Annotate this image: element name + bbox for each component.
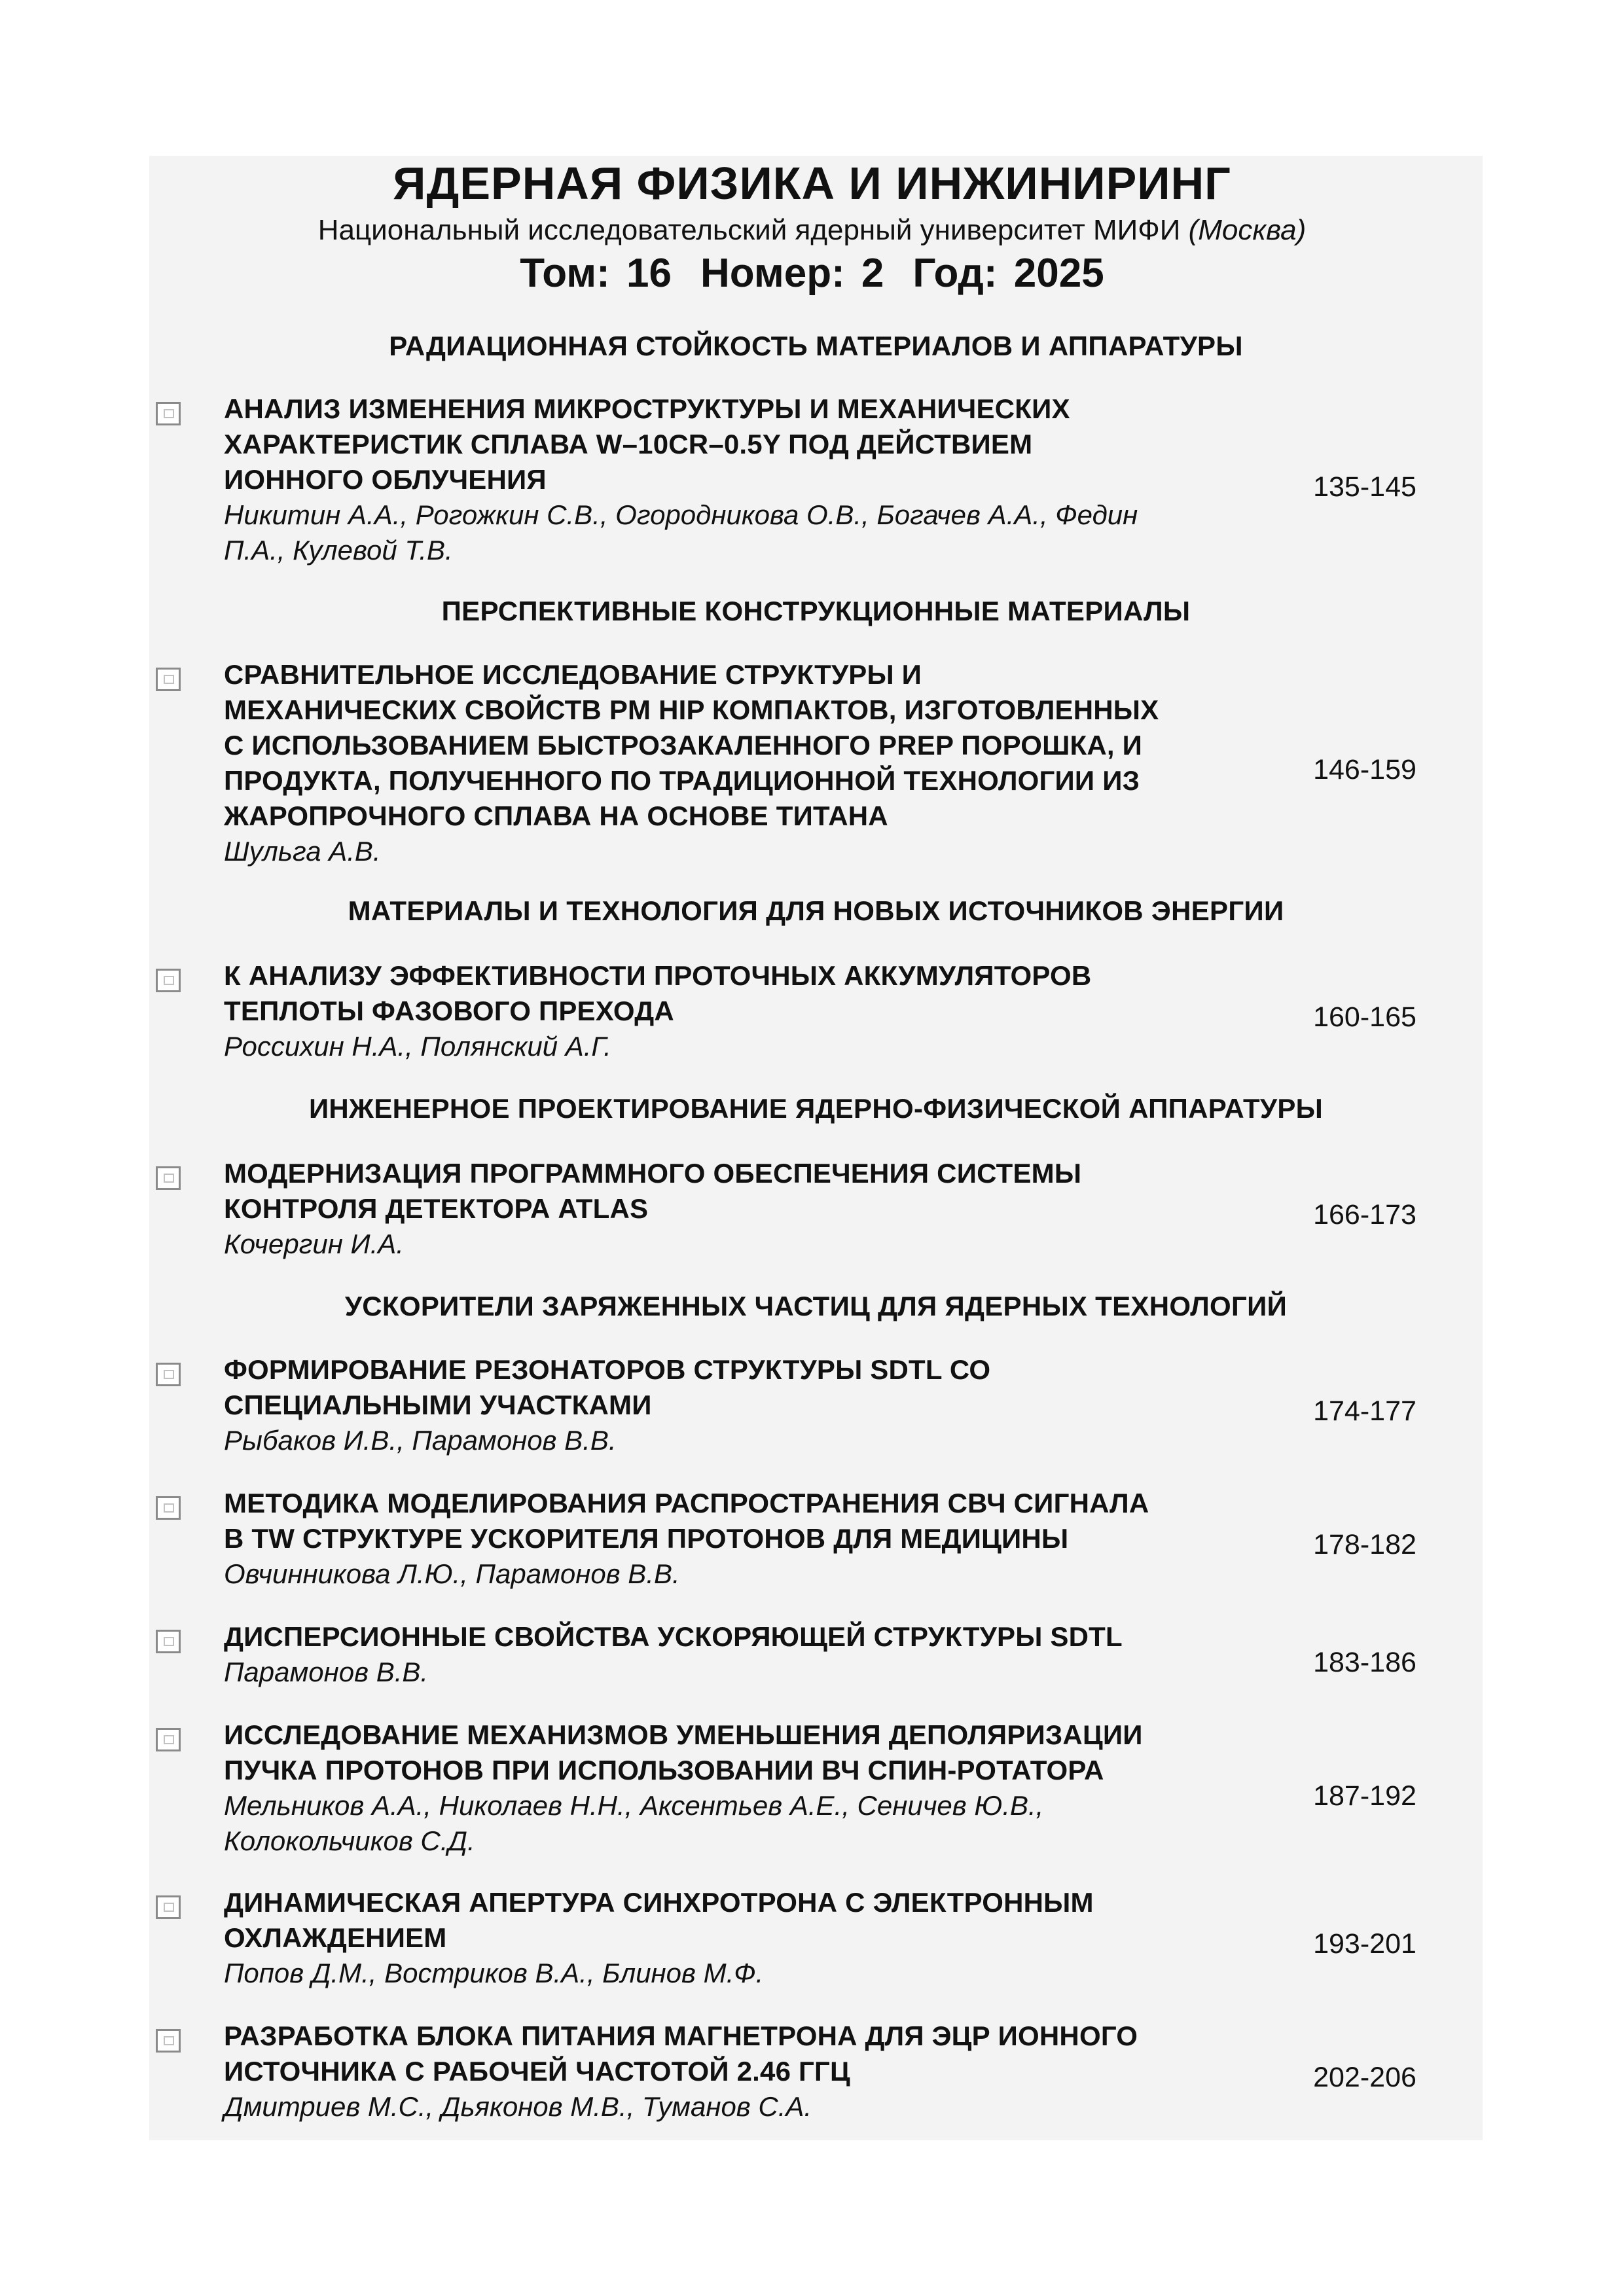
article-pages: 166-173	[1313, 1199, 1416, 1230]
article-title[interactable]	[224, 1352, 1297, 1423]
article-title-line: ХАРАКТЕРИСТИК СПЛАВА W–10CR–0.5Y ПОД ДЕЙСТВИЕМ	[224, 429, 1033, 459]
publisher-name: Национальный исследовательский ядерный университет МИФИ	[317, 214, 1181, 246]
article-authors	[224, 1956, 1297, 1991]
authors-line: Дмитриев М.С., Дьяконов М.В., Туманов С.А.	[224, 2091, 812, 2122]
article-title-line: ПРОДУКТА, ПОЛУЧЕННОГО ПО ТРАДИЦИОННОЙ ТЕХНОЛОГИИ ИЗ	[224, 765, 1140, 796]
article-pages: 187-192	[1313, 1780, 1416, 1812]
article-title-line: СПЕЦИАЛЬНЫМИ УЧАСТКАМИ	[224, 1390, 652, 1420]
authors-line: Колокольчиков С.Д.	[224, 1825, 475, 1856]
article-checkbox[interactable]	[156, 1728, 181, 1751]
authors-line: Овчинникова Л.Ю., Парамонов В.В.	[224, 1558, 680, 1589]
authors-line: Россихин Н.А., Полянский А.Г.	[224, 1031, 611, 1062]
authors-line: Никитин А.А., Рогожкин С.В., Огородникова О.В., Богачев А.А., Федин	[224, 499, 1138, 530]
article-pages: 193-201	[1313, 1928, 1416, 1960]
article-checkbox[interactable]	[156, 668, 181, 691]
journal-title: ЯДЕРНАЯ ФИЗИКА И ИНЖИНИРИНГ	[393, 158, 1231, 209]
article-title[interactable]	[224, 2018, 1297, 2089]
article-title-line: ДИСПЕРСИОННЫЕ СВОЙСТВА УСКОРЯЮЩЕЙ СТРУКТУРЫ SDTL	[224, 1621, 1123, 1652]
article-checkbox[interactable]	[156, 1496, 181, 1520]
article-authors	[224, 2089, 1297, 2125]
article-title-line: МЕХАНИЧЕСКИХ СВОЙСТВ PM HIP КОМПАКТОВ, ИЗГОТОВЛЕННЫХ	[224, 694, 1159, 725]
article-checkbox[interactable]	[156, 1166, 181, 1190]
article-pages: 178-182	[1313, 1529, 1416, 1560]
article-title[interactable]	[224, 1619, 1297, 1655]
section-heading: ПЕРСПЕКТИВНЫЕ КОНСТРУКЦИОННЫЕ МАТЕРИАЛЫ	[441, 596, 1191, 626]
article-checkbox[interactable]	[156, 1895, 181, 1919]
article-title[interactable]	[224, 958, 1297, 1029]
article-title-line: КОНТРОЛЯ ДЕТЕКТОРА ATLAS	[224, 1193, 649, 1224]
article-title-line: ЖАРОПРОЧНОГО СПЛАВА НА ОСНОВЕ ТИТАНА	[224, 800, 888, 831]
article-title[interactable]	[224, 657, 1297, 834]
article-title-line: АНАЛИЗ ИЗМЕНЕНИЯ МИКРОСТРУКТУРЫ И МЕХАНИЧЕСКИХ	[224, 393, 1070, 424]
section-heading: ИНЖЕНЕРНОЕ ПРОЕКТИРОВАНИЕ ЯДЕРНО-ФИЗИЧЕСКОЙ АППАРАТУРЫ	[308, 1093, 1324, 1124]
article-title-line: В TW СТРУКТУРЕ УСКОРИТЕЛЯ ПРОТОНОВ ДЛЯ МЕДИЦИНЫ	[224, 1523, 1069, 1554]
article-authors	[224, 1788, 1297, 1859]
article-title-line: К АНАЛИЗУ ЭФФЕКТИВНОСТИ ПРОТОЧНЫХ АККУМУЛЯТОРОВ	[224, 960, 1092, 991]
article-title-line: МОДЕРНИЗАЦИЯ ПРОГРАММНОГО ОБЕСПЕЧЕНИЯ СИСТЕМЫ	[224, 1158, 1082, 1189]
article-title-line: ИСТОЧНИКА С РАБОЧЕЙ ЧАСТОТОЙ 2.46 ГГЦ	[224, 2056, 850, 2087]
article-title[interactable]	[224, 1885, 1297, 1956]
article-pages: 174-177	[1313, 1395, 1416, 1427]
section-heading: МАТЕРИАЛЫ И ТЕХНОЛОГИЯ ДЛЯ НОВЫХ ИСТОЧНИКОВ ЭНЕРГИИ	[348, 895, 1284, 926]
issue-number: Номер: 2	[700, 251, 884, 296]
article-pages: 183-186	[1313, 1647, 1416, 1678]
article-title-line: РАЗРАБОТКА БЛОКА ПИТАНИЯ МАГНЕТРОНА ДЛЯ ЭЦР ИОННОГО	[224, 2020, 1138, 2051]
article-pages: 146-159	[1313, 754, 1416, 785]
article-checkbox[interactable]	[156, 402, 181, 425]
article-authors	[224, 1423, 1297, 1458]
volume: Том: 16	[520, 251, 672, 296]
authors-line: Попов Д.М., Востриков В.А., Блинов М.Ф.	[224, 1958, 764, 1988]
section-heading: УСКОРИТЕЛИ ЗАРЯЖЕННЫХ ЧАСТИЦ ДЛЯ ЯДЕРНЫХ ТЕХНОЛОГИЙ	[344, 1291, 1288, 1321]
article-title-line: СРАВНИТЕЛЬНОЕ ИССЛЕДОВАНИЕ СТРУКТУРЫ И	[224, 659, 922, 690]
article-title[interactable]	[224, 1486, 1297, 1556]
article-title-line: С ИСПОЛЬЗОВАНИЕМ БЫСТРОЗАКАЛЕННОГО PREP ПОРОШКА, И	[224, 730, 1142, 761]
section-heading: РАДИАЦИОННАЯ СТОЙКОСТЬ МАТЕРИАЛОВ И АППАРАТУРЫ	[389, 331, 1243, 361]
article-authors	[224, 1227, 1297, 1262]
article-title[interactable]	[224, 1717, 1297, 1788]
publisher-city: (Москва)	[1188, 214, 1307, 246]
authors-line: П.А., Кулевой Т.В.	[224, 535, 453, 565]
article-authors	[224, 1029, 1297, 1064]
article-checkbox[interactable]	[156, 2029, 181, 2053]
article-title-line: МЕТОДИКА МОДЕЛИРОВАНИЯ РАСПРОСТРАНЕНИЯ СВЧ СИГНАЛА	[224, 1488, 1149, 1518]
article-title-line: ДИНАМИЧЕСКАЯ АПЕРТУРА СИНХРОТРОНА С ЭЛЕКТРОННЫМ	[224, 1887, 1094, 1918]
article-title[interactable]	[224, 391, 1297, 497]
article-checkbox[interactable]	[156, 1630, 181, 1653]
article-title-line: ИССЛЕДОВАНИЕ МЕХАНИЗМОВ УМЕНЬШЕНИЯ ДЕПОЛЯРИЗАЦИИ	[224, 1719, 1143, 1750]
article-authors	[224, 497, 1297, 568]
article-title-line: ФОРМИРОВАНИЕ РЕЗОНАТОРОВ СТРУКТУРЫ SDTL СО	[224, 1354, 991, 1385]
authors-line: Шульга А.В.	[224, 836, 381, 867]
authors-line: Кочергин И.А.	[224, 1229, 404, 1259]
authors-line: Рыбаков И.В., Парамонов В.В.	[224, 1425, 617, 1456]
year: Год: 2025	[912, 251, 1104, 296]
article-authors	[224, 1556, 1297, 1592]
article-title-line: ОХЛАЖДЕНИЕМ	[224, 1922, 447, 1953]
article-pages: 160-165	[1313, 1001, 1416, 1033]
article-pages: 202-206	[1313, 2062, 1416, 2093]
publisher-line	[0, 214, 1624, 247]
issue-info	[0, 250, 1624, 296]
authors-line: Парамонов В.В.	[224, 1657, 429, 1687]
article-authors	[224, 834, 1297, 869]
article-authors	[224, 1655, 1297, 1690]
article-checkbox[interactable]	[156, 969, 181, 992]
article-title-line: ИОННОГО ОБЛУЧЕНИЯ	[224, 464, 547, 495]
article-title-line: ТЕПЛОТЫ ФАЗОВОГО ПРЕХОДА	[224, 996, 674, 1026]
article-title-line: ПУЧКА ПРОТОНОВ ПРИ ИСПОЛЬЗОВАНИИ ВЧ СПИН-РОТАТОРА	[224, 1755, 1104, 1785]
authors-line: Мельников А.А., Николаев Н.Н., Аксентьев А.Е., Сеничев Ю.В.,	[224, 1790, 1044, 1821]
article-title[interactable]	[224, 1156, 1297, 1227]
article-pages: 135-145	[1313, 471, 1416, 503]
article-checkbox[interactable]	[156, 1363, 181, 1386]
